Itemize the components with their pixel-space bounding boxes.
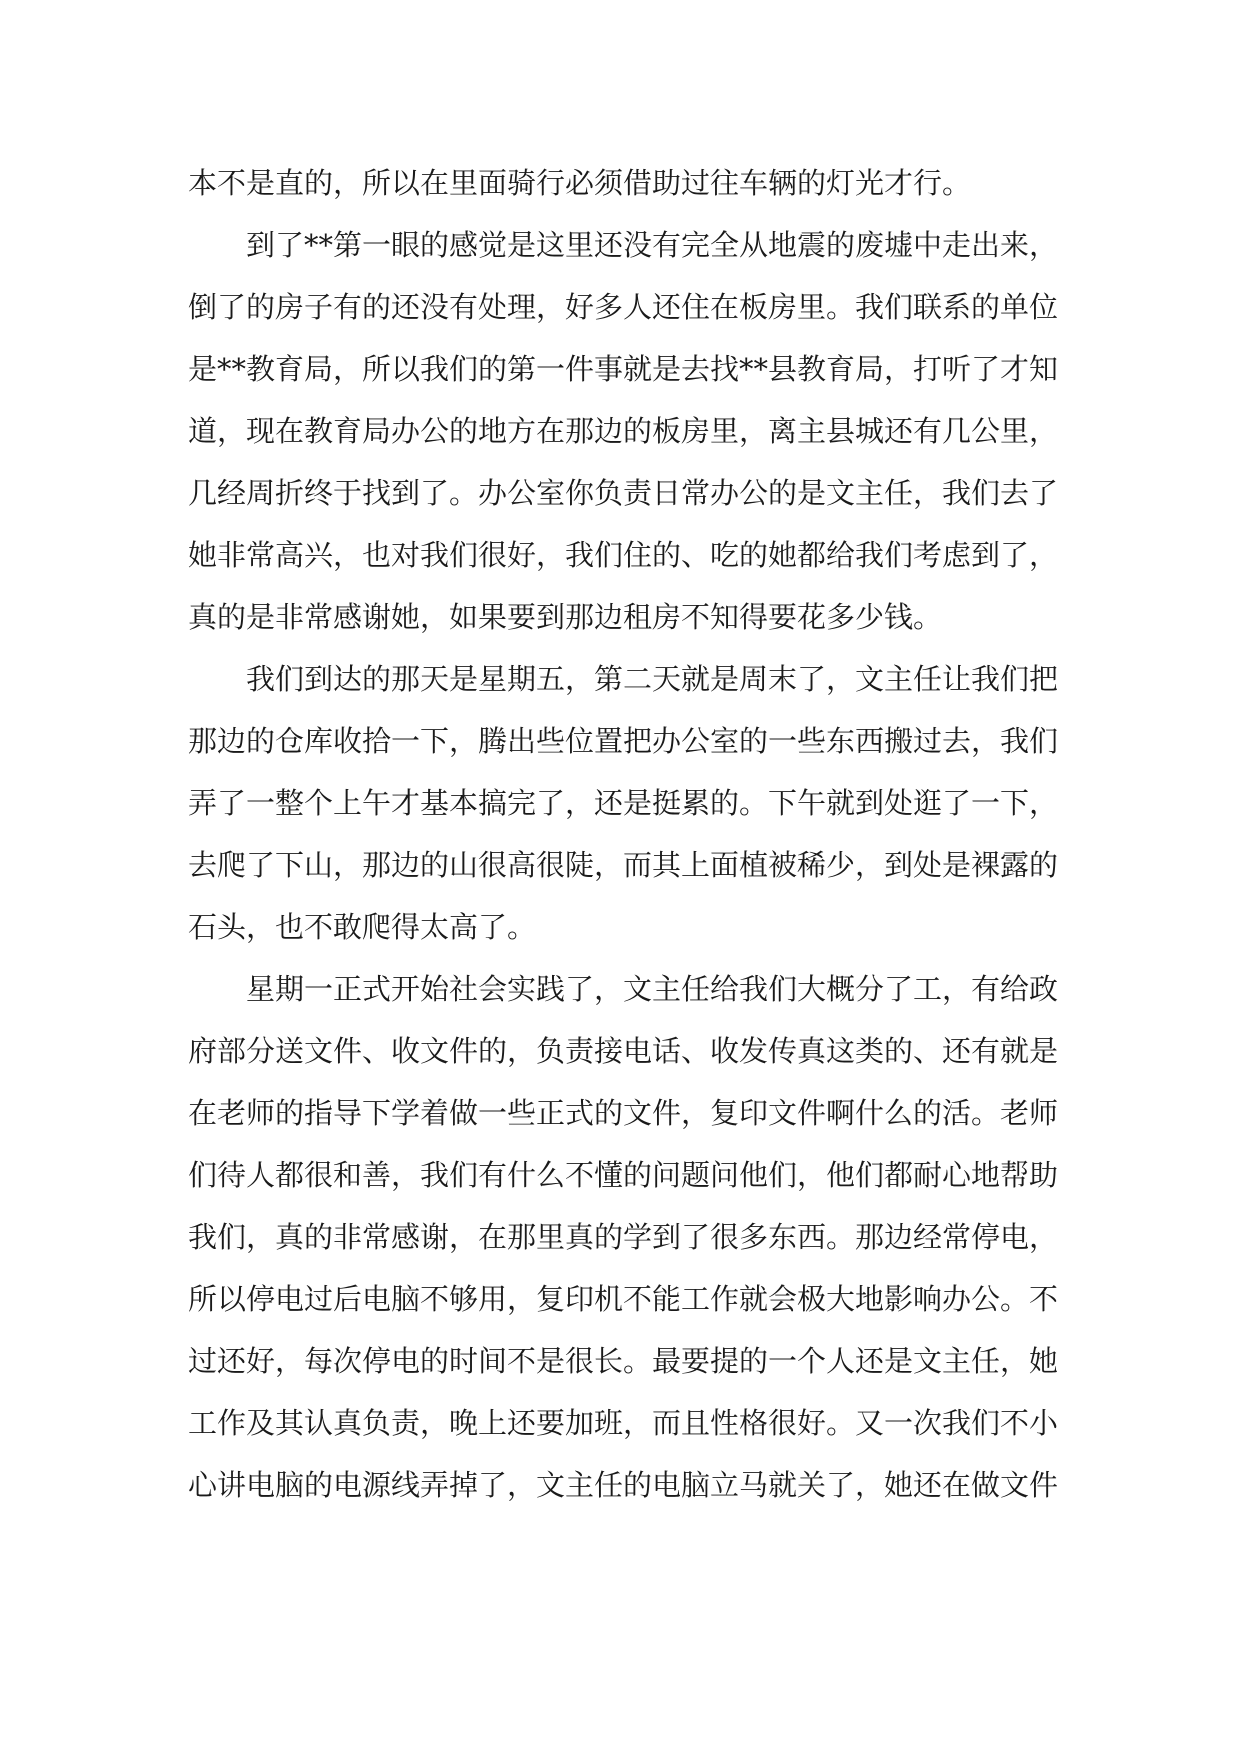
- text-line: 去爬了下山，那边的山很高很陡，而其上面植被稀少，到处是裸露的: [188, 848, 1059, 882]
- text-line: 真的是非常感谢她，如果要到那边租房不知得要花多少钱。: [188, 600, 943, 634]
- text-line: 道，现在教育局办公的地方在那边的板房里，离主县城还有几公里，: [188, 414, 1059, 448]
- text-line: 所以停电过后电脑不够用，复印机不能工作就会极大地影响办公。不: [188, 1282, 1059, 1316]
- text-line: 倒了的房子有的还没有处理，好多人还住在板房里。我们联系的单位: [188, 290, 1059, 324]
- text-line: 石头，也不敢爬得太高了。: [188, 910, 537, 944]
- text-line: 工作及其认真负责，晚上还要加班，而且性格很好。又一次我们不小: [188, 1406, 1059, 1440]
- text-line: 在老师的指导下学着做一些正式的文件，复印文件啊什么的活。老师: [188, 1096, 1059, 1130]
- paragraph-first-line: 我们到达的那天是星期五，第二天就是周末了，文主任让我们把: [246, 662, 1059, 696]
- text-line: 心讲电脑的电源线弄掉了，文主任的电脑立马就关了，她还在做文件: [188, 1468, 1059, 1502]
- paragraph-first-line: 星期一正式开始社会实践了，文主任给我们大概分了工，有给政: [246, 972, 1059, 1006]
- text-line: 本不是直的，所以在里面骑行必须借助过往车辆的灯光才行。: [188, 166, 972, 200]
- text-line: 府部分送文件、收文件的，负责接电话、收发传真这类的、还有就是: [188, 1034, 1059, 1068]
- document-body: [188, 152, 1058, 1516]
- text-line: 我们，真的非常感谢，在那里真的学到了很多东西。那边经常停电，: [188, 1220, 1059, 1254]
- text-line: 过还好，每次停电的时间不是很长。最要提的一个人还是文主任，她: [188, 1344, 1059, 1378]
- text-line: 是**教育局，所以我们的第一件事就是去找**县教育局，打听了才知: [188, 352, 1059, 386]
- text-line: 们待人都很和善，我们有什么不懂的问题问他们，他们都耐心地帮助: [188, 1158, 1059, 1192]
- text-line: 那边的仓库收拾一下，腾出些位置把办公室的一些东西搬过去，我们: [188, 724, 1059, 758]
- text-line: 她非常高兴，也对我们很好，我们住的、吃的她都给我们考虑到了，: [188, 538, 1059, 572]
- text-line: 几经周折终于找到了。办公室你负责日常办公的是文主任，我们去了: [188, 476, 1059, 510]
- paragraph-first-line: 到了**第一眼的感觉是这里还没有完全从地震的废墟中走出来，: [246, 228, 1059, 262]
- text-line: 弄了一整个上午才基本搞完了，还是挺累的。下午就到处逛了一下，: [188, 786, 1059, 820]
